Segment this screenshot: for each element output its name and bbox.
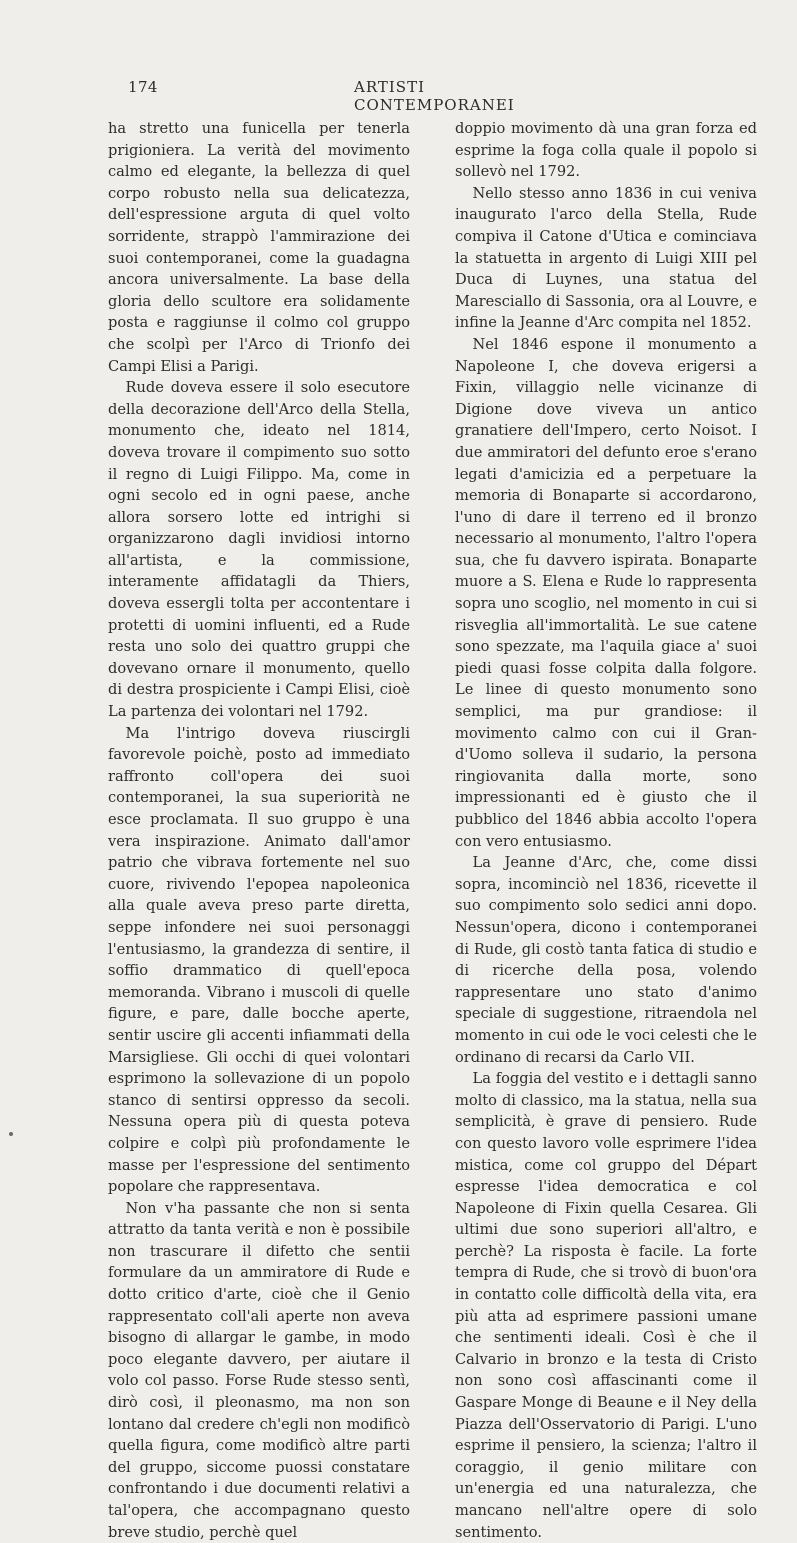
- ink-speck: [9, 1132, 13, 1136]
- page-header: [110, 78, 557, 114]
- paragraph: ha stretto una funicella per tenerla prigioniera. La verità del movimento calmo ed elegante, la bellezza di quel corpo robusto nella sua delicatezza, dell'espressione arguta di quel volto sorridente, strappò l'ammirazione dei suoi contemporanei, come la guadagna ancora universalmente. La base della gloria dello scultore era solidamente posta e raggiunse il colmo col gruppo che scolpì per l'Arco di Trionfo dei Campi Elisi a Parigi.: [108, 120, 410, 375]
- paragraph: Nello stesso anno 1836 in cui veniva inaugurato l'arco della Stella, Rude compiva il Catone d'Utica e cominciava la statuetta in argento di Luigi XIII pel Duca di Luynes, una statua del Maresciallo di Sassonia, ora al Louvre, e infine la Jeanne d'Arc compita nel 1852.: [455, 184, 757, 332]
- paragraph: Non v'ha passante che non si senta attratto da tanta verità e non è possibile non trascurare il difetto che sentii formulare da un ammiratore di Rude e dotto critico d'arte, cioè che il Genio rappresentato coll'ali aperte non aveva bisogno di allargar le gambe, in modo poco elegante davvero, per aiutare il volo col passo. Forse Rude stesso sentì, dirò così, il pleonasmo, ma non son lontano dal credere ch'egli non modificò quella figura, come modificò altre parti del gruppo, siccome puossi constatare confrontando i due documenti relativi a tal'opera, che accompagnano questo breve studio, perchè quel: [108, 1199, 410, 1541]
- paragraph: La Jeanne d'Arc, che, come dissi sopra, incominciò nel 1836, ricevette il suo compimento solo sedici anni dopo. Nessun'opera, dicono i contemporanei di Rude, gli costò tanta fatica di studio e di ricerche della posa, volendo rappresentare uno stato d'animo speciale di suggestione, ritraendola nel momento in cui ode le voci celesti che le ordinano di recarsi da Carlo VII.: [455, 854, 757, 1066]
- paragraph: La foggia del vestito e i dettagli sanno molto di classico, ma la statua, nella sua semplicità, è grave di pensiero. Rude con questo lavoro volle esprimere l'idea mistica, come col gruppo del Départ espresse l'idea democratica e col Napoleone di Fixin quella Cesarea. Gli ultimi due sono superiori all'altro, e perchè? La risposta è facile. La forte tempra di Rude, che si trovò di buon'ora in contatto colle difficoltà della vita, era più atta ad esprimere passioni umane che sentimenti ideali. Così è che il Calvario in bronzo e la testa di Cristo non sono così affascinanti come il Gaspare Monge di Beaune e il Ney della Piazza dell'Osservatorio di Parigi. L'uno esprime il pensiero, la scienza; l'altro il coraggio, il genio militare con un'energia ed una naturalezza, che mancano nell'altre opere di solo sentimento.: [455, 1070, 757, 1541]
- paragraph: doppio movimento dà una gran forza ed esprime la foga colla quale il popolo si sollevò nel 1792.: [455, 120, 757, 181]
- page-number: 174: [128, 78, 158, 96]
- paragraph: Rude doveva essere il solo esecutore della decorazione dell'Arco della Stella, monumento che, ideato nel 1814, doveva trovare il compimento suo sotto il regno di Luigi Filippo. Ma, come in ogni secolo ed in ogni paese, anche allora sorsero lotte ed intrighi si organizzarono dagli invidiosi intorno all'artista, e la commissione, interamente affidatagli da Thiers, doveva essergli tolta per accontentare i protetti di uomini influenti, ed a Rude resta uno solo dei quattro gruppi che dovevano ornare il monumento, quello di destra prospiciente i Campi Elisi, cioè La partenza dei volontari nel 1792.: [108, 379, 410, 721]
- running-title: ARTISTI CONTEMPORANEI: [354, 78, 515, 114]
- right-column: [455, 118, 757, 1543]
- paragraph: Nel 1846 espone il monumento a Napoleone I, che doveva erigersi a Fixin, villaggio nelle vicinanze di Digione dove viveva un antico granatiere dell'Impero, certo Noisot. I due ammiratori del defunto eroe s'erano legati d'amicizia ed a perpetuare la memoria di Bonaparte si accordarono, l'uno di dare il terreno ed il bronzo necessario al monumento, l'altro l'opera sua, che fu davvero ispirata. Bonaparte muore a S. Elena e Rude lo rappresenta sopra uno scoglio, nel momento in cui si risveglia all'immortalità. Le sue catene sono spezzate, ma l'aquila giace a' suoi piedi quasi fosse colpita dalla folgore. Le linee di questo monumento sono semplici, ma pur grandiose: il movimento calmo con cui il Gran-d'Uomo solleva il sudario, la persona ringiovanita dalla morte, sono impressionanti ed è giusto che il pubblico del 1846 abbia accolto l'opera con vero entusiasmo.: [455, 335, 757, 850]
- left-column: [108, 118, 410, 1543]
- paragraph: Ma l'intrigo doveva riuscirgli favorevole poichè, posto ad immediato raffronto coll'opera dei suoi contemporanei, la sua superiorità ne esce proclamata. Il suo gruppo è una vera inspirazione. Animato dall'amor patrio che vibrava fortemente nel suo cuore, rivivendo l'epopea napoleonica alla quale aveva preso parte diretta, seppe infondere nei suoi personaggi l'entusiasmo, la grandezza di sentire, il soffio drammatico di quell'epoca memoranda. Vibrano i muscoli di quelle figure, e pare, dalle bocche aperte, sentir uscire gli accenti infiammati della Marsigliese. Gli occhi di quei volontari esprimono la sollevazione di un popolo stanco di sentirsi oppresso da secoli. Nessuna opera più di questa poteva colpire e colpì più profondamente le masse per l'espressione del sentimento popolare che rappresentava.: [108, 724, 410, 1196]
